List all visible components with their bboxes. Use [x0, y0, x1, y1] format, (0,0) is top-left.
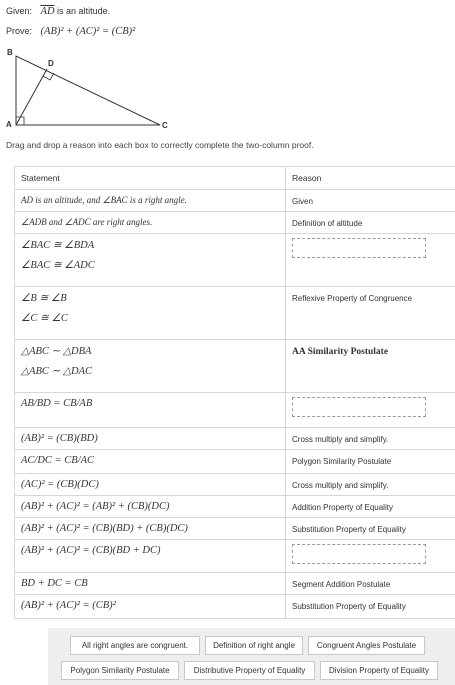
reason-cell: [286, 340, 455, 393]
reason-cell: Given: [286, 190, 455, 212]
reason-chip-distributive-property[interactable]: Distributive Property of Equality: [184, 661, 315, 680]
statement-line: AD is an altitude, and ∠BAC is a right angle.: [21, 195, 187, 205]
point-label-d: D: [48, 59, 54, 68]
statement-cell: [15, 428, 286, 450]
reason-header: Reason: [286, 167, 455, 190]
reason-cell: Definition of altitude: [286, 212, 455, 234]
reason-drop-zone-3[interactable]: [292, 544, 426, 564]
reason-cell: [286, 540, 455, 573]
statement-line: (AB)² + (AC)² = (CB)(BD) + (CB)(DC): [21, 523, 188, 534]
reason-chip-right-angles-congruent[interactable]: All right angles are congruent.: [70, 636, 200, 655]
reason-cell: Reflexive Property of Congruence: [286, 287, 455, 340]
given-statement: [6, 6, 110, 17]
statement-cell: [15, 573, 286, 595]
reason-cell: [286, 393, 455, 428]
prove-equation: (AB)² + (AC)² = (CB)²: [40, 26, 136, 37]
statement-cell: [15, 496, 286, 518]
proof-row: [15, 474, 455, 496]
statement-cell: [15, 540, 286, 573]
proof-row: [15, 496, 455, 518]
reason-cell: Cross multiply and simplify.: [286, 428, 455, 450]
proof-row: [15, 234, 455, 287]
statement-line: ∠ADB and ∠ADC are right angles.: [21, 217, 153, 227]
proof-row: [15, 393, 455, 428]
reason-cell: Addition Property of Equality: [286, 496, 455, 518]
proof-row: [15, 518, 455, 540]
statement-cell: [15, 190, 286, 212]
proof-row: [15, 540, 455, 573]
statement-line: △ABC ∼ △DAC: [21, 366, 93, 377]
given-segment: $\overline{AD}$: [40, 6, 55, 17]
point-label-a: A: [6, 120, 12, 129]
statement-cell: [15, 450, 286, 474]
statement-cell: [15, 340, 286, 393]
reason-bank: [48, 628, 455, 685]
statement-line: AC/DC = CB/AC: [21, 455, 95, 466]
statement-cell: [15, 234, 286, 287]
instructions: Drag and drop a reason into each box to correctly complete the two-column proof.: [6, 140, 314, 150]
proof-row: [15, 340, 455, 393]
reason-cell: Segment Addition Postulate: [286, 573, 455, 595]
statement-line: BD + DC = CB: [21, 578, 88, 589]
statement-cell: [15, 474, 286, 496]
prove-statement: [6, 26, 135, 37]
reason-drop-zone-1[interactable]: [292, 238, 426, 258]
proof-row: [15, 450, 455, 474]
reason-text: AA Similarity Postulate: [292, 347, 389, 357]
proof-row: [15, 190, 455, 212]
reason-cell: Substitution Property of Equality: [286, 595, 455, 619]
proof-row: [15, 212, 455, 234]
statement-cell: [15, 595, 286, 619]
triangle-figure: [2, 46, 177, 132]
proof-row: [15, 428, 455, 450]
proof-table: [14, 166, 455, 619]
statement-line: AB/BD = CB/AB: [21, 398, 93, 409]
statement-line: ∠BAC ≅ ∠BDA: [21, 240, 95, 251]
statement-line: ∠B ≅ ∠B: [21, 293, 67, 304]
reason-chip-definition-right-angle[interactable]: Definition of right angle: [205, 636, 303, 655]
statement-line: (AC)² = (CB)(DC): [21, 479, 99, 490]
point-label-c: C: [162, 121, 168, 130]
statement-line: (AB)² + (AC)² = (AB)² + (CB)(DC): [21, 501, 170, 512]
reason-drop-zone-2[interactable]: [292, 397, 426, 417]
given-label: Given:: [6, 6, 33, 16]
statement-cell: [15, 287, 286, 340]
point-label-b: B: [7, 48, 13, 57]
reason-cell: Cross multiply and simplify.: [286, 474, 455, 496]
statement-line: (AB)² + (AC)² = (CB)(BD + DC): [21, 545, 161, 556]
statement-line: ∠C ≅ ∠C: [21, 313, 68, 324]
reason-cell: [286, 234, 455, 287]
reason-chip-polygon-similarity[interactable]: Polygon Similarity Postulate: [61, 661, 179, 680]
proof-row: [15, 595, 455, 619]
statement-cell: [15, 212, 286, 234]
statement-line: (AB)² + (AC)² = (CB)²: [21, 600, 116, 611]
proof-row: [15, 287, 455, 340]
proof-header-row: [15, 167, 455, 190]
reason-chip-division-property[interactable]: Division Property of Equality: [320, 661, 438, 680]
statement-cell: [15, 518, 286, 540]
reason-chip-congruent-angles-postulate[interactable]: Congruent Angles Postulate: [308, 636, 425, 655]
statement-cell: [15, 393, 286, 428]
proof-row: [15, 573, 455, 595]
prove-label: Prove:: [6, 26, 33, 36]
statement-line: ∠BAC ≅ ∠ADC: [21, 260, 95, 271]
statement-line: (AB)² = (CB)(BD): [21, 433, 98, 444]
reason-cell: Substitution Property of Equality: [286, 518, 455, 540]
statement-line: △ABC ∼ △DBA: [21, 346, 92, 357]
statement-header: Statement: [15, 167, 286, 190]
reason-cell: Polygon Similarity Postulate: [286, 450, 455, 474]
given-text: is an altitude.: [57, 6, 111, 16]
